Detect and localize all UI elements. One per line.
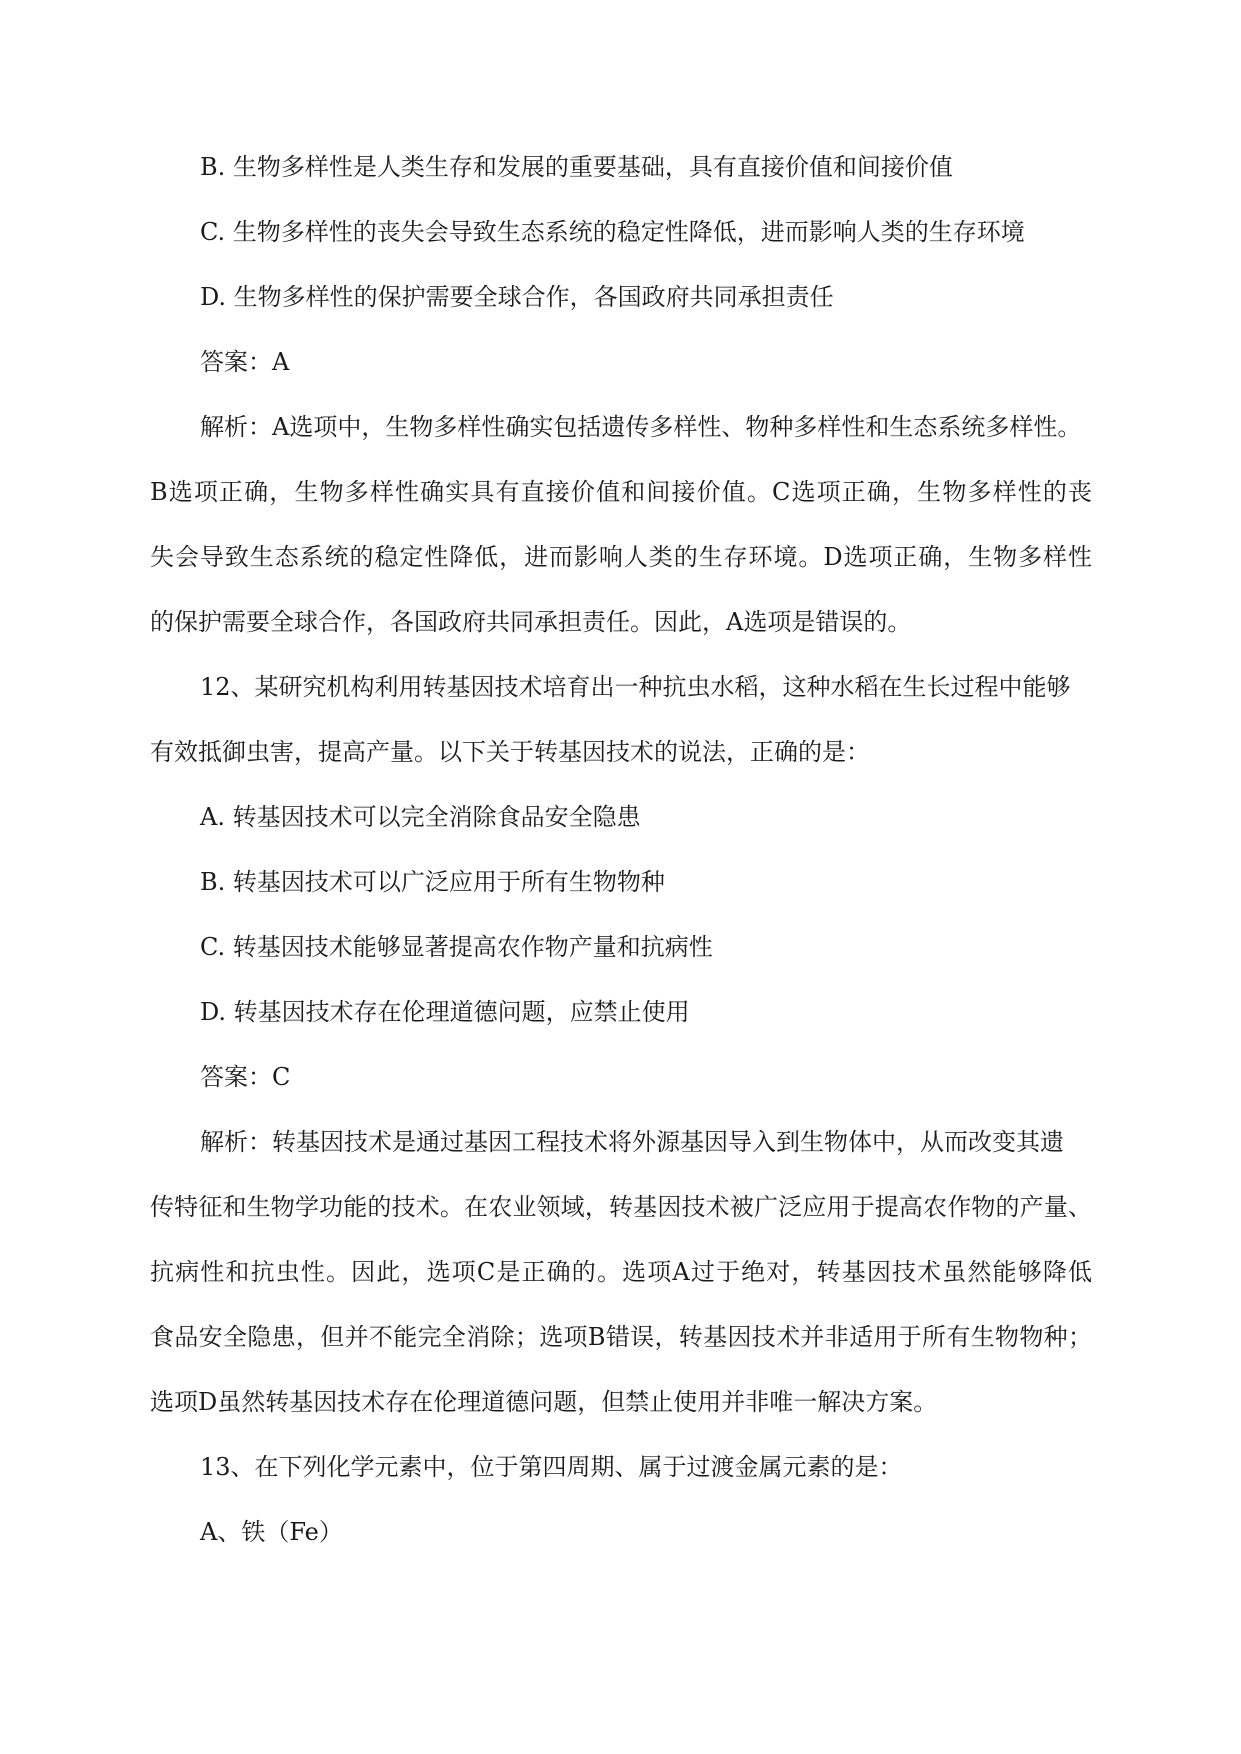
q11-explanation-line: B选项正确，生物多样性确实具有直接价值和间接价值。C选项正确，生物多样性的丧 — [150, 478, 1092, 506]
q13-option-a: A、铁（Fe） — [200, 1518, 343, 1546]
q11-option-d: D. 生物多样性的保护需要全球合作，各国政府共同承担责任 — [200, 283, 834, 311]
q11-explanation-line: 解析：A选项中，生物多样性确实包括遗传多样性、物种多样性和生态系统多样性。 — [200, 413, 1082, 441]
q11-option-b: B. 生物多样性是人类生存和发展的重要基础，具有直接价值和间接价值 — [200, 153, 953, 181]
q11-explanation-line: 失会导致生态系统的稳定性降低，进而影响人类的生存环境。D选项正确，生物多样性 — [150, 543, 1092, 571]
q12-explanation-line: 食品安全隐患，但并不能完全消除；选项B错误，转基因技术并非适用于所有生物物种； — [150, 1323, 1092, 1351]
q12-option-b: B. 转基因技术可以广泛应用于所有生物物种 — [200, 868, 665, 896]
q12-explanation-line: 解析：转基因技术是通过基因工程技术将外源基因导入到生物体中，从而改变其遗 — [200, 1128, 1064, 1156]
q11-explanation-line: 的保护需要全球合作，各国政府共同承担责任。因此，A选项是错误的。 — [150, 608, 912, 636]
q12-explanation-line: 选项D虽然转基因技术存在伦理道德问题，但禁止使用并非唯一解决方案。 — [150, 1388, 938, 1416]
q12-stem-line: 有效抵御虫害，提高产量。以下关于转基因技术的说法，正确的是： — [150, 738, 870, 766]
q11-answer: 答案：A — [200, 348, 290, 376]
q12-option-c: C. 转基因技术能够显著提高农作物产量和抗病性 — [200, 933, 713, 961]
q12-option-a: A. 转基因技术可以完全消除食品安全隐患 — [200, 803, 641, 831]
q12-stem-line: 12、某研究机构利用转基因技术培育出一种抗虫水稻，这种水稻在生长过程中能够 — [200, 673, 1071, 701]
q11-option-c: C. 生物多样性的丧失会导致生态系统的稳定性降低，进而影响人类的生存环境 — [200, 218, 1025, 246]
q13-stem: 13、在下列化学元素中，位于第四周期、属于过渡金属元素的是： — [200, 1453, 903, 1481]
q12-explanation-line: 传特征和生物学功能的技术。在农业领域，转基因技术被广泛应用于提高农作物的产量、 — [150, 1193, 1092, 1221]
q12-option-d: D. 转基因技术存在伦理道德问题，应禁止使用 — [200, 998, 690, 1026]
q12-explanation-line: 抗病性和抗虫性。因此，选项C是正确的。选项A过于绝对，转基因技术虽然能够降低 — [150, 1258, 1092, 1286]
q12-answer: 答案：C — [200, 1063, 291, 1091]
